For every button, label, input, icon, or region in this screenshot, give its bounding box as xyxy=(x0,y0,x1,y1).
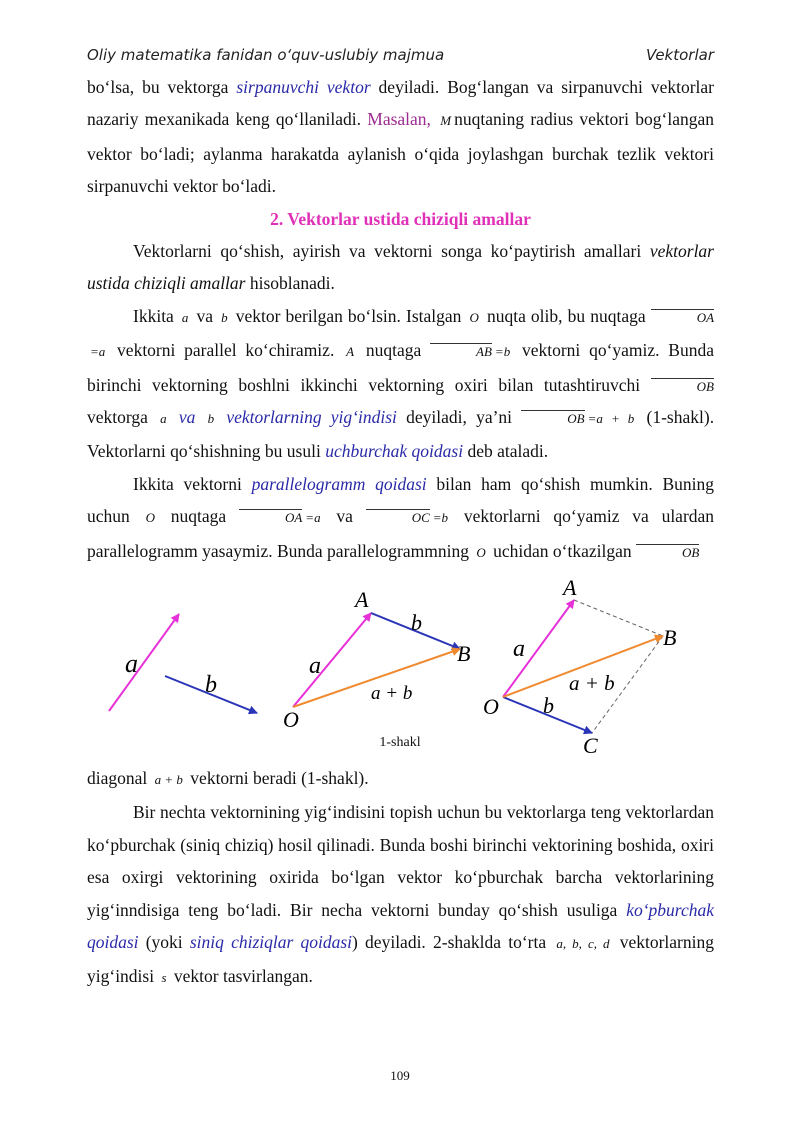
term-triangle-rule: uchburchak qoidasi xyxy=(325,441,464,462)
paragraph-1: bo‘lsa, bu vektorga sirpanuvchi vektor deyiladi. Bog‘langan va sirpanuvchi vektorlar nazariy mexanikada keng qo‘llaniladi. Masalan, M nuqtaning radius vektori bog‘langan vektor bo‘ladi; aylanma harakatda aylanish o‘qida joylashgan burchak tezlik vektori sirpanuvchi vektor bo‘ladi. xyxy=(87,77,714,197)
point-M: M xyxy=(440,113,452,129)
side-AB-dashed xyxy=(574,600,663,636)
label-sum-parallelogram: a + b xyxy=(569,671,615,695)
paragraph-6: Bir nechta vektornining yig‘indisini topish uchun bu vektorlarga teng vektorlardan ko‘pburchak (siniq chiziq) hosil qilinadi. Bunda boshi birinchi vektorining boshida, oxiri esa oxirgi vektorining oxirida bo‘lgan vektor ko‘pburchak barcha vektorlarining yig‘inndisiga teng bo‘ladi. Bir necha vektorni bunday qo‘shish usuliga ko‘pburchak qoidasi (yoki siniq chiziqlar qoidasi) deyiladi. 2-shaklda to‘rta a, b, c, d vektorlarning yig‘indisi s vektor tasvirlangan. xyxy=(87,802,714,987)
paragraph-4: Ikkita vektorni parallelogramm qoidasi bilan ham qo‘shish mumkin. Buning uchun O nuqtaga OA =a va OC =b vektorlarni qo‘yamiz va ulardan parallelogramm yasaymiz. Bunda parallelogrammning O uchidan o‘tkazilgan OB xyxy=(87,473,715,561)
label-O-triangle: O xyxy=(283,707,299,732)
paragraph-2: Vektorlarni qo‘shish, ayirish va vektorni songa ko‘paytirish amallari vektorlar ustida chiziqli amallar hisoblanadi. xyxy=(87,241,714,294)
term-sliding-vector: sirpanuvchi vektor xyxy=(236,77,371,97)
upper-text xyxy=(87,71,714,569)
paragraph-5: diagonal a + b vektorni beradi (1-shakl). xyxy=(87,768,369,788)
term-polygon-rule: ko‘pburchak qoidasi xyxy=(87,899,714,953)
paragraph-3: Ikkita a va b vektor berilgan bo‘lsin. Istalgan O nuqta olib, bu nuqtaga OA=a vektorni parallel ko‘chiramiz. A nuqtaga AB =b vektorni qo‘yamiz. Bunda birinchi vektorning boshlni ikkinchi vektorning oxiri bilan tutashtiruvchi OB vektorga a va b vektorlarning yig‘indisi deyiladi, ya’ni OB =a + b (1-shakl). Vektorlarni qo‘shishning bu usuli uchburchak qoidasi deb ataladi. xyxy=(87,305,715,462)
label-B-parallelogram: B xyxy=(663,625,677,650)
term-broken-line-rule: siniq chiziqlar qoidasi xyxy=(189,932,353,953)
label-a-parallelogram: a xyxy=(513,636,525,662)
label-C-parallelogram: C xyxy=(583,733,598,756)
label-b-parallelogram: b xyxy=(543,693,554,718)
label-B-triangle: B xyxy=(457,641,471,666)
label-A-parallelogram: A xyxy=(563,576,577,600)
running-header-right: Vektorlar xyxy=(645,46,714,64)
vector-AB: AB xyxy=(430,343,492,358)
sum-a-plus-b: a + b xyxy=(154,772,183,787)
term-parallelogram-rule: parallelogramm qoidasi xyxy=(251,473,427,494)
vector-OA: OA xyxy=(651,309,714,324)
term-linear-operations: vektorlar ustida chiziqli amallar xyxy=(87,241,714,294)
label-O-parallelogram: O xyxy=(483,694,499,719)
label-sum-triangle: a + b xyxy=(371,683,413,704)
vector-OC: OC xyxy=(366,509,430,524)
vector-OB: OB xyxy=(651,378,714,393)
lower-text xyxy=(87,762,714,995)
running-header-left: Oliy matematika fanidan o‘quv-uslubiy majmua xyxy=(87,46,445,64)
label-A-triangle: A xyxy=(355,587,369,612)
label-b-triangle: b xyxy=(411,610,422,635)
label-a-free: a xyxy=(125,649,138,678)
figure-caption: 1-shakl xyxy=(379,735,421,750)
term-vector-sum: vektorlarning yig‘indisi xyxy=(226,407,397,428)
label-b-free: b xyxy=(205,672,217,698)
vector-a-free xyxy=(109,614,179,711)
example-word: Masalan, xyxy=(367,109,431,130)
section-heading: 2. Vektorlar ustida chiziqli amallar xyxy=(270,208,531,229)
figure-1-vector-addition xyxy=(87,576,714,756)
page-number: 109 xyxy=(390,1068,410,1083)
label-a-triangle: a xyxy=(309,653,321,679)
